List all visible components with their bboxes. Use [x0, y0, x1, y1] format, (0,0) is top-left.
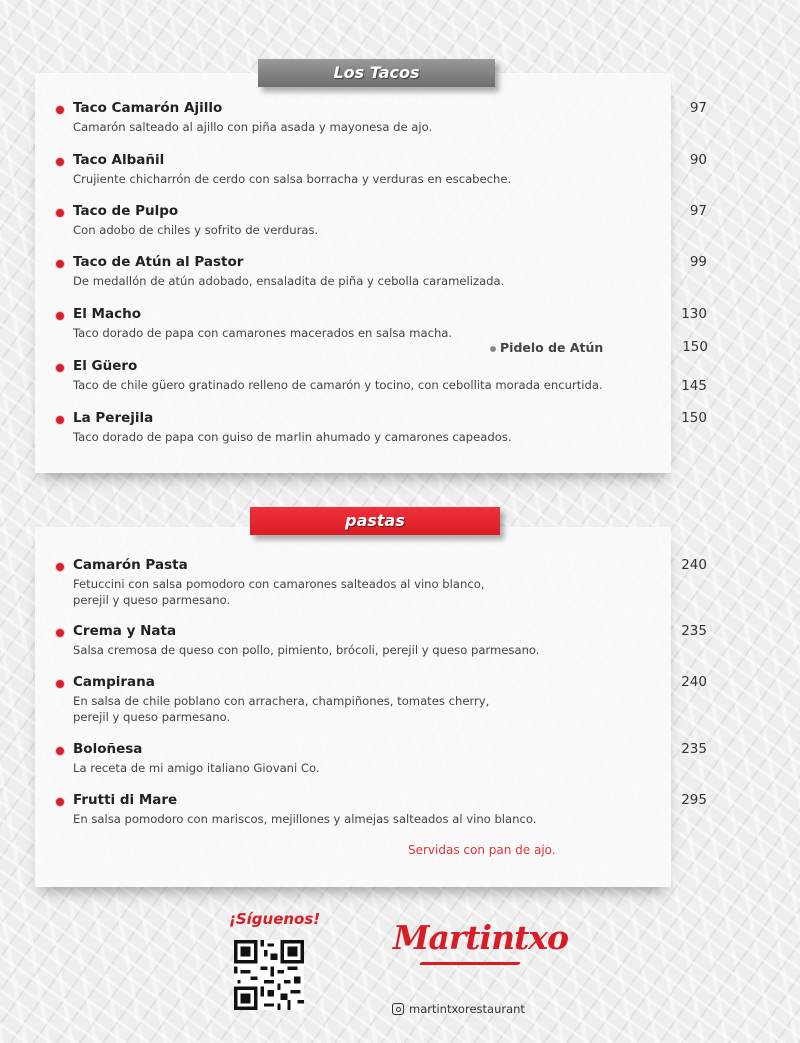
- bullet-icon: [55, 797, 65, 807]
- item-name: Campirana: [73, 674, 155, 690]
- item-name: Frutti di Mare: [73, 792, 178, 808]
- follow-us-label: ¡Síguenos!: [229, 910, 321, 928]
- restaurant-logo: Martintxo: [393, 918, 568, 957]
- item-description: Con adobo de chiles y sofrito de verduras.: [73, 223, 319, 237]
- bullet-icon: [490, 346, 496, 352]
- item-price: 145: [681, 378, 707, 394]
- item-price: 90: [689, 152, 707, 168]
- instagram-handle[interactable]: [392, 1002, 525, 1016]
- pastas-section-title: pastas: [250, 507, 500, 535]
- logo-underline: [419, 962, 521, 965]
- item-price: 97: [689, 100, 707, 116]
- extra-option: [490, 340, 603, 355]
- bullet-icon: [55, 415, 65, 425]
- extra-option-label: Pidelo de Atún: [500, 340, 604, 355]
- item-description: En salsa de chile poblano con arrachera, champiñones, tomates cherry, perejil y queso parmesano.: [73, 694, 490, 724]
- item-price: 235: [681, 741, 707, 757]
- item-name: La Perejila: [73, 410, 154, 426]
- item-name: Boloñesa: [73, 741, 143, 757]
- item-price: 240: [681, 674, 707, 690]
- tacos-section-title: Los Tacos: [258, 59, 495, 87]
- bullet-icon: [55, 311, 65, 321]
- item-description: Crujiente chicharrón de cerdo con salsa borracha y verduras en escabeche.: [73, 172, 512, 186]
- item-price: 130: [681, 306, 707, 322]
- bullet-icon: [55, 628, 65, 638]
- item-description: De medallón de atún adobado, ensaladita de piña y cebolla caramelizada.: [73, 274, 505, 288]
- item-price: 150: [681, 410, 707, 426]
- bullet-icon: [55, 259, 65, 269]
- item-price: 99: [689, 254, 707, 270]
- instagram-handle-text: martintxorestaurant: [409, 1002, 525, 1016]
- bullet-icon: [55, 157, 65, 167]
- bullet-icon: [55, 363, 65, 373]
- extra-option-price: 150: [682, 339, 708, 355]
- bullet-icon: [55, 562, 65, 572]
- pastas-note: Servidas con pan de ajo.: [408, 843, 556, 857]
- item-description: Taco dorado de papa con camarones macerados en salsa macha.: [73, 326, 453, 340]
- item-name: El Güero: [73, 358, 138, 374]
- item-description: Fetuccini con salsa pomodoro con camarones salteados al vino blanco, perejil y queso parmesano.: [73, 577, 485, 607]
- item-description: Camarón salteado al ajillo con piña asada y mayonesa de ajo.: [73, 120, 433, 134]
- item-name: Camarón Pasta: [73, 557, 188, 573]
- bullet-icon: [55, 105, 65, 115]
- item-price: 235: [681, 623, 707, 639]
- item-name: Taco de Pulpo: [73, 203, 179, 219]
- item-price: 295: [681, 792, 707, 808]
- item-description: La receta de mi amigo italiano Giovani Co.: [73, 761, 320, 775]
- item-name: Taco Camarón Ajillo: [73, 100, 223, 116]
- item-name: Taco de Atún al Pastor: [73, 254, 244, 270]
- item-price: 97: [689, 203, 707, 219]
- bullet-icon: [55, 208, 65, 218]
- item-price: 240: [681, 557, 707, 573]
- item-name: Crema y Nata: [73, 623, 177, 639]
- bullet-icon: [55, 746, 65, 756]
- item-description: Taco de chile güero gratinado relleno de camarón y tocino, con cebollita morada encurtida.: [73, 378, 603, 392]
- item-name: Taco Albañil: [73, 152, 165, 168]
- item-name: El Macho: [73, 306, 141, 322]
- instagram-icon: [392, 1003, 404, 1015]
- bullet-icon: [55, 679, 65, 689]
- item-description: Salsa cremosa de queso con pollo, pimiento, brócoli, perejil y queso parmesano.: [73, 643, 540, 657]
- qr-code[interactable]: [234, 940, 304, 1010]
- item-description: Taco dorado de papa con guiso de marlin ahumado y camarones capeados.: [73, 430, 512, 444]
- item-description: En salsa pomodoro con mariscos, mejillones y almejas salteados al vino blanco.: [73, 812, 537, 826]
